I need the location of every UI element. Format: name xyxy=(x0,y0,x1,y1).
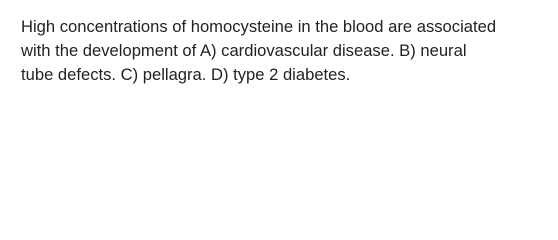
question-text xyxy=(21,15,551,87)
question-line-2: with the development of A) cardiovascular disease. B) neural xyxy=(21,41,467,60)
question-line-3: tube defects. C) pellagra. D) type 2 diabetes. xyxy=(21,65,351,84)
question-line-1: High concentrations of homocysteine in the blood are associated xyxy=(21,17,497,36)
